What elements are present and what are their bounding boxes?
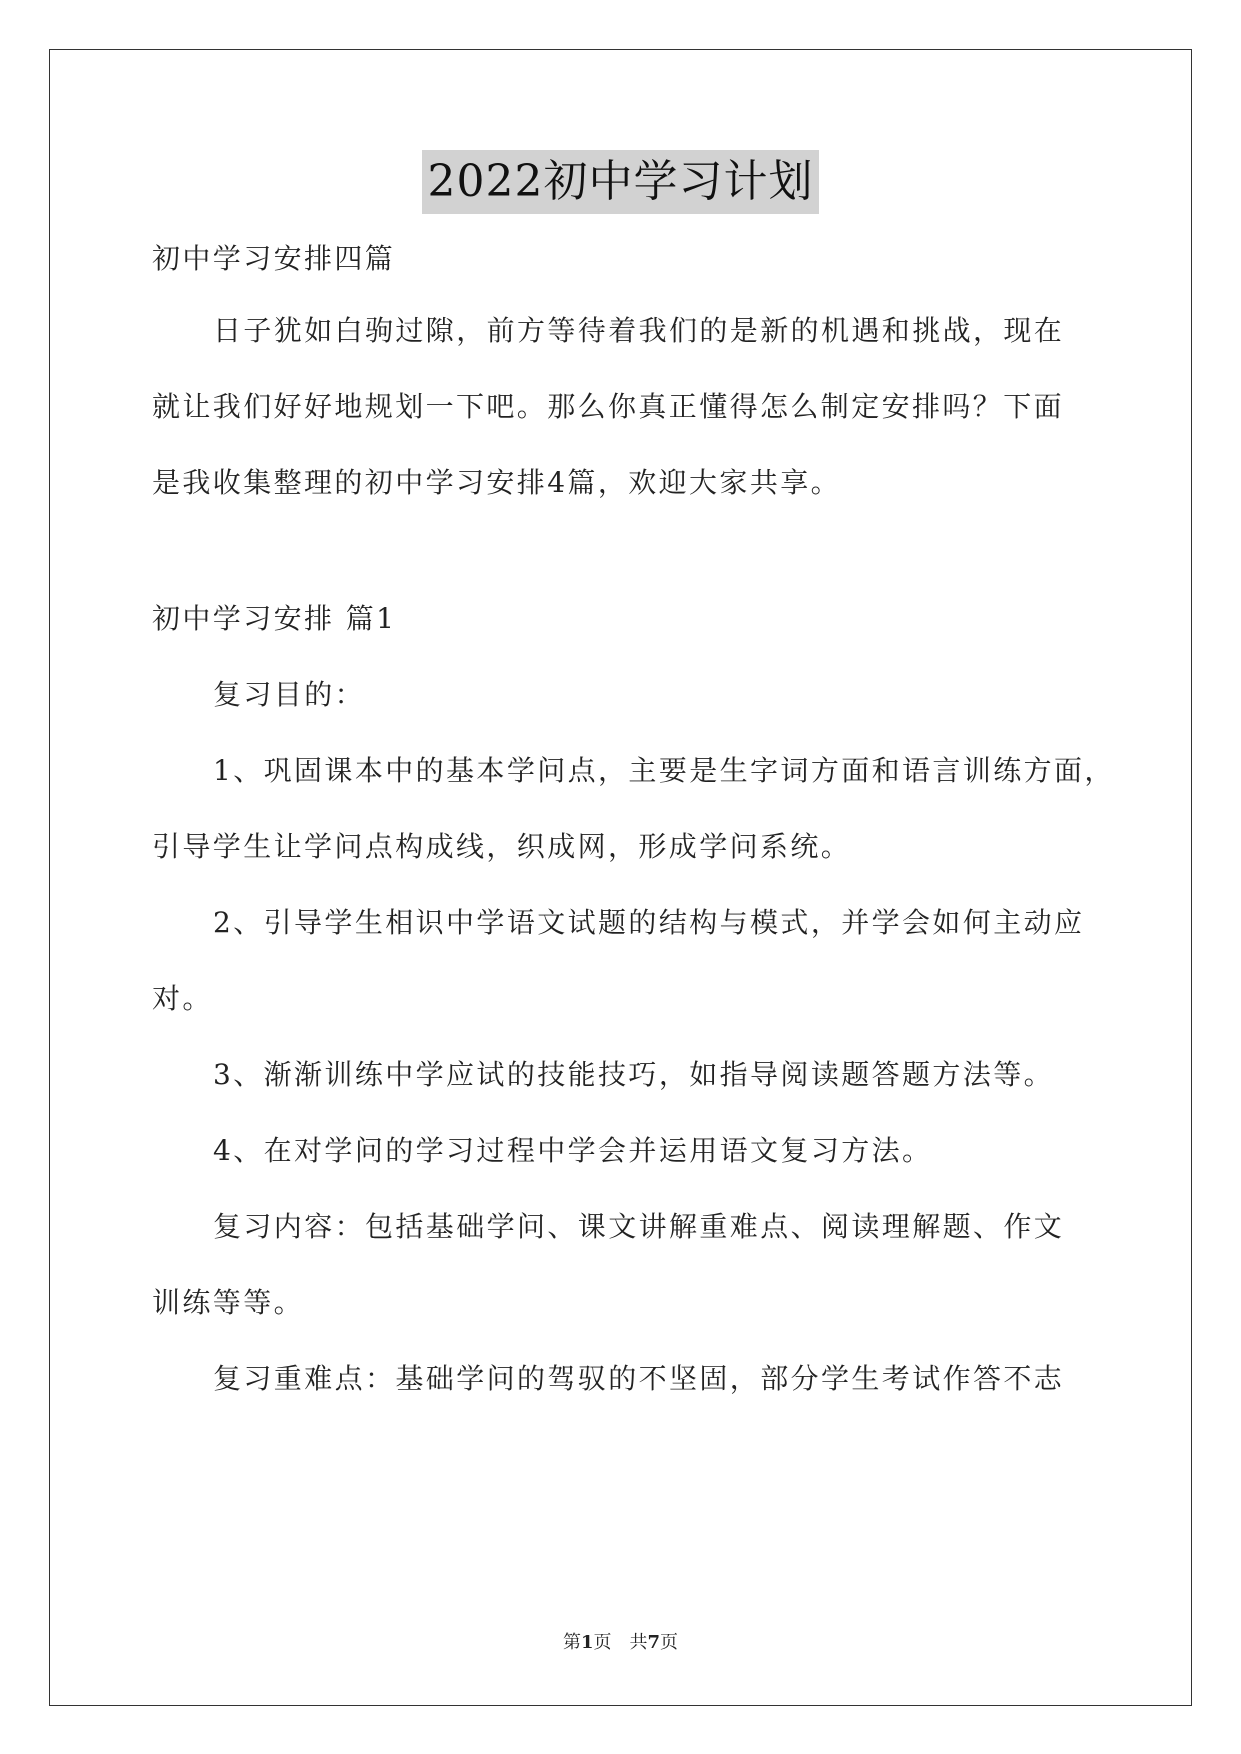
paragraph-line: 复习重难点：基础学问的驾驭的不坚固，部分学生考试作答不志	[213, 1362, 1065, 1395]
page-prefix: 第	[562, 1632, 581, 1653]
paragraph-line: 训练等等。	[152, 1286, 305, 1319]
page-current-number: 1	[580, 1632, 594, 1653]
paragraph-line: 是我收集整理的初中学习安排4篇，欢迎大家共享。	[152, 466, 842, 499]
page-suffix: 页	[660, 1632, 679, 1653]
title-container	[0, 150, 1241, 214]
paragraph-line: 1、巩固课本中的基本学问点，主要是生字词方面和语言训练方面，	[213, 754, 1115, 787]
paragraph-line: 2、引导学生相识中学语文试题的结构与模式，并学会如何主动应	[213, 906, 1085, 939]
paragraph-line: 就让我们好好地规划一下吧。那么你真正懂得怎么制定安排吗？下面	[152, 390, 1065, 423]
paragraph-line: 日子犹如白驹过隙，前方等待着我们的是新的机遇和挑战，现在	[213, 314, 1065, 347]
document-title: 2022初中学习计划	[422, 150, 820, 214]
section-heading: 初中学习安排 篇1	[152, 602, 397, 635]
subtitle-line: 初中学习安排四篇	[152, 242, 396, 275]
paragraph-line: 复习目的：	[213, 678, 366, 711]
page-border	[49, 49, 1192, 1706]
paragraph-line: 引导学生让学问点构成线，织成网，形成学问系统。	[152, 830, 852, 863]
paragraph-line: 对。	[152, 982, 213, 1015]
paragraph-line: 4、在对学问的学习过程中学会并运用语文复习方法。	[213, 1134, 933, 1167]
paragraph-line: 复习内容：包括基础学问、课文讲解重难点、阅读理解题、作文	[213, 1210, 1065, 1243]
page-mid: 页 共	[593, 1632, 648, 1653]
page-total-number: 7	[647, 1632, 661, 1653]
paragraph-line: 3、渐渐训练中学应试的技能技巧，如指导阅读题答题方法等。	[213, 1058, 1055, 1091]
page-footer	[0, 1628, 1241, 1654]
